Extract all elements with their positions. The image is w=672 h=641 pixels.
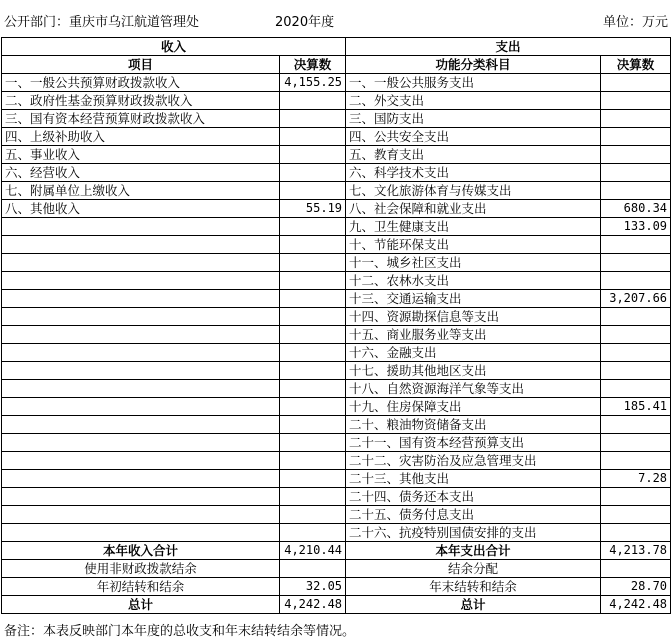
income-item-label: [2, 326, 280, 344]
expense-item-label: 二十二、灾害防治及应急管理支出: [346, 452, 601, 470]
expense-item-label: 二十五、债务付息支出: [346, 506, 601, 524]
income-item-value: [280, 398, 346, 416]
income-item-value: [280, 488, 346, 506]
table-row: [2, 380, 671, 398]
expense-item-label: 十一、城乡社区支出: [346, 254, 601, 272]
expense-item-label: 九、卫生健康支出: [346, 218, 601, 236]
income-item-value: [280, 254, 346, 272]
expense-item-label: 二、外交支出: [346, 92, 601, 110]
income-item-value: [280, 110, 346, 128]
expense-item-value: [601, 110, 671, 128]
expense-item-value: [601, 362, 671, 380]
table-row: [2, 344, 671, 362]
unit-label: 单位：万元: [602, 15, 668, 30]
table-row: [2, 524, 671, 542]
income-item-label: [2, 416, 280, 434]
income-item-label: 二、政府性基金预算财政拨款收入: [2, 92, 280, 110]
begin-balance-value: 32.05: [280, 578, 346, 596]
income-item-label: [2, 524, 280, 542]
income-item-label: [2, 272, 280, 290]
col-header-item: 项目: [2, 56, 280, 74]
income-item-label: [2, 254, 280, 272]
income-item-value: [280, 92, 346, 110]
grand-total-value-income: 4,242.48: [280, 596, 346, 614]
income-item-value: [280, 182, 346, 200]
end-balance-label: 年末结转和结余: [346, 578, 601, 596]
expense-item-label: 十八、自然资源海洋气象等支出: [346, 380, 601, 398]
expense-item-value: [601, 146, 671, 164]
income-item-label: [2, 506, 280, 524]
begin-balance-label: 年初结转和结余: [2, 578, 280, 596]
table-row: [2, 128, 671, 146]
expense-item-value: 185.41: [601, 398, 671, 416]
expense-item-value: 133.09: [601, 218, 671, 236]
expense-item-value: [601, 524, 671, 542]
surplus-distribution-label: 结余分配: [346, 560, 601, 578]
col-header-amount-expense: 决算数: [601, 56, 671, 74]
end-balance-value: 28.70: [601, 578, 671, 596]
column-header-row: [2, 56, 671, 74]
table-row: [2, 92, 671, 110]
income-item-label: [2, 380, 280, 398]
expense-total-label: 本年支出合计: [346, 542, 601, 560]
table-row: [2, 146, 671, 164]
footnote: 备注：本表反映部门本年度的总收支和年末结转结余等情况。: [4, 624, 356, 639]
income-item-label: 五、事业收入: [2, 146, 280, 164]
income-item-label: [2, 218, 280, 236]
expense-item-value: [601, 272, 671, 290]
income-item-value: [280, 326, 346, 344]
expense-item-value: [601, 326, 671, 344]
expense-item-label: 六、科学技术支出: [346, 164, 601, 182]
income-item-value: [280, 452, 346, 470]
expense-item-label: 十九、住房保障支出: [346, 398, 601, 416]
report-header: [0, 0, 672, 37]
table-row: [2, 254, 671, 272]
expense-item-label: 三、国防支出: [346, 110, 601, 128]
expense-item-value: [601, 164, 671, 182]
income-item-value: [280, 218, 346, 236]
expense-item-value: 680.34: [601, 200, 671, 218]
expense-item-label: 一、一般公共服务支出: [346, 74, 601, 92]
income-total-value: 4,210.44: [280, 542, 346, 560]
expense-item-value: [601, 254, 671, 272]
expense-item-label: 七、文化旅游体育与传媒支出: [346, 182, 601, 200]
income-item-value: [280, 470, 346, 488]
nonfiscal-value: [280, 560, 346, 578]
expense-item-value: [601, 506, 671, 524]
table-row: [2, 74, 671, 92]
expense-item-value: [601, 308, 671, 326]
table-row: [2, 218, 671, 236]
income-item-label: [2, 452, 280, 470]
expense-item-value: [601, 452, 671, 470]
income-item-value: [280, 146, 346, 164]
expense-item-label: 十五、商业服务业等支出: [346, 326, 601, 344]
income-item-label: [2, 308, 280, 326]
income-total-label: 本年收入合计: [2, 542, 280, 560]
income-section-title: 收入: [2, 38, 346, 56]
expense-item-value: [601, 236, 671, 254]
expense-item-label: 二十四、债务还本支出: [346, 488, 601, 506]
table-row: [2, 398, 671, 416]
income-item-value: 55.19: [280, 200, 346, 218]
income-item-label: [2, 398, 280, 416]
expense-item-value: [601, 434, 671, 452]
table-row: [2, 416, 671, 434]
expense-item-label: 十三、交通运输支出: [346, 290, 601, 308]
income-item-value: [280, 524, 346, 542]
department-label: 公开部门：重庆市乌江航道管理处: [4, 15, 200, 30]
income-item-label: [2, 290, 280, 308]
table-row: [2, 326, 671, 344]
grand-total-row: [2, 596, 671, 614]
income-item-value: [280, 344, 346, 362]
income-item-value: [280, 164, 346, 182]
income-item-value: [280, 308, 346, 326]
income-item-value: [280, 416, 346, 434]
income-item-label: [2, 362, 280, 380]
expense-item-value: [601, 344, 671, 362]
expense-item-label: 十六、金融支出: [346, 344, 601, 362]
table-row: [2, 200, 671, 218]
grand-total-label-income: 总计: [2, 596, 280, 614]
income-item-label: [2, 236, 280, 254]
income-expense-table: [1, 37, 671, 614]
nonfiscal-row: [2, 560, 671, 578]
income-item-label: 六、经营收入: [2, 164, 280, 182]
income-item-value: [280, 434, 346, 452]
table-row: [2, 470, 671, 488]
expense-item-label: 二十、粮油物资储备支出: [346, 416, 601, 434]
expense-item-label: 十七、援助其他地区支出: [346, 362, 601, 380]
col-header-amount: 决算数: [280, 56, 346, 74]
table-row: [2, 452, 671, 470]
expense-item-label: 八、社会保障和就业支出: [346, 200, 601, 218]
income-item-label: [2, 434, 280, 452]
table-row: [2, 290, 671, 308]
totals-row: [2, 542, 671, 560]
income-item-label: [2, 344, 280, 362]
expense-item-value: [601, 92, 671, 110]
expense-item-value: 7.28: [601, 470, 671, 488]
table-row: [2, 236, 671, 254]
expense-item-label: 二十一、国有资本经营预算支出: [346, 434, 601, 452]
income-item-value: [280, 362, 346, 380]
nonfiscal-label: 使用非财政拨款结余: [2, 560, 280, 578]
table-row: [2, 308, 671, 326]
income-item-value: 4,155.25: [280, 74, 346, 92]
table-row: [2, 434, 671, 452]
expense-item-value: [601, 416, 671, 434]
col-header-function: 功能分类科目: [346, 56, 601, 74]
income-item-value: [280, 290, 346, 308]
table-row: [2, 488, 671, 506]
income-item-label: [2, 470, 280, 488]
income-item-value: [280, 380, 346, 398]
expense-item-label: 十、节能环保支出: [346, 236, 601, 254]
fiscal-year: 2020年度: [275, 15, 335, 30]
income-item-label: 八、其他收入: [2, 200, 280, 218]
table-row: [2, 272, 671, 290]
income-item-label: 七、附属单位上缴收入: [2, 182, 280, 200]
table-row: [2, 164, 671, 182]
expense-section-title: 支出: [346, 38, 671, 56]
expense-item-label: 十二、农林水支出: [346, 272, 601, 290]
expense-total-value: 4,213.78: [601, 542, 671, 560]
expense-item-label: 五、教育支出: [346, 146, 601, 164]
income-item-label: 三、国有资本经营预算财政拨款收入: [2, 110, 280, 128]
table-row: [2, 362, 671, 380]
income-item-label: [2, 488, 280, 506]
expense-item-value: [601, 488, 671, 506]
grand-total-label-expense: 总计: [346, 596, 601, 614]
expense-item-label: 四、公共安全支出: [346, 128, 601, 146]
expense-item-value: [601, 182, 671, 200]
expense-item-value: 3,207.66: [601, 290, 671, 308]
expense-item-value: [601, 128, 671, 146]
table-row: [2, 182, 671, 200]
table-row: [2, 506, 671, 524]
grand-total-value-expense: 4,242.48: [601, 596, 671, 614]
section-title-row: [2, 38, 671, 56]
income-item-value: [280, 506, 346, 524]
income-item-label: 一、一般公共预算财政拨款收入: [2, 74, 280, 92]
income-item-value: [280, 272, 346, 290]
income-item-value: [280, 236, 346, 254]
income-item-value: [280, 128, 346, 146]
income-item-label: 四、上级补助收入: [2, 128, 280, 146]
expense-item-label: 二十三、其他支出: [346, 470, 601, 488]
expense-item-value: [601, 380, 671, 398]
expense-item-value: [601, 74, 671, 92]
expense-item-label: 十四、资源勘探信息等支出: [346, 308, 601, 326]
table-row: [2, 110, 671, 128]
balance-row: [2, 578, 671, 596]
surplus-distribution-value: [601, 560, 671, 578]
expense-item-label: 二十六、抗疫特别国债安排的支出: [346, 524, 601, 542]
